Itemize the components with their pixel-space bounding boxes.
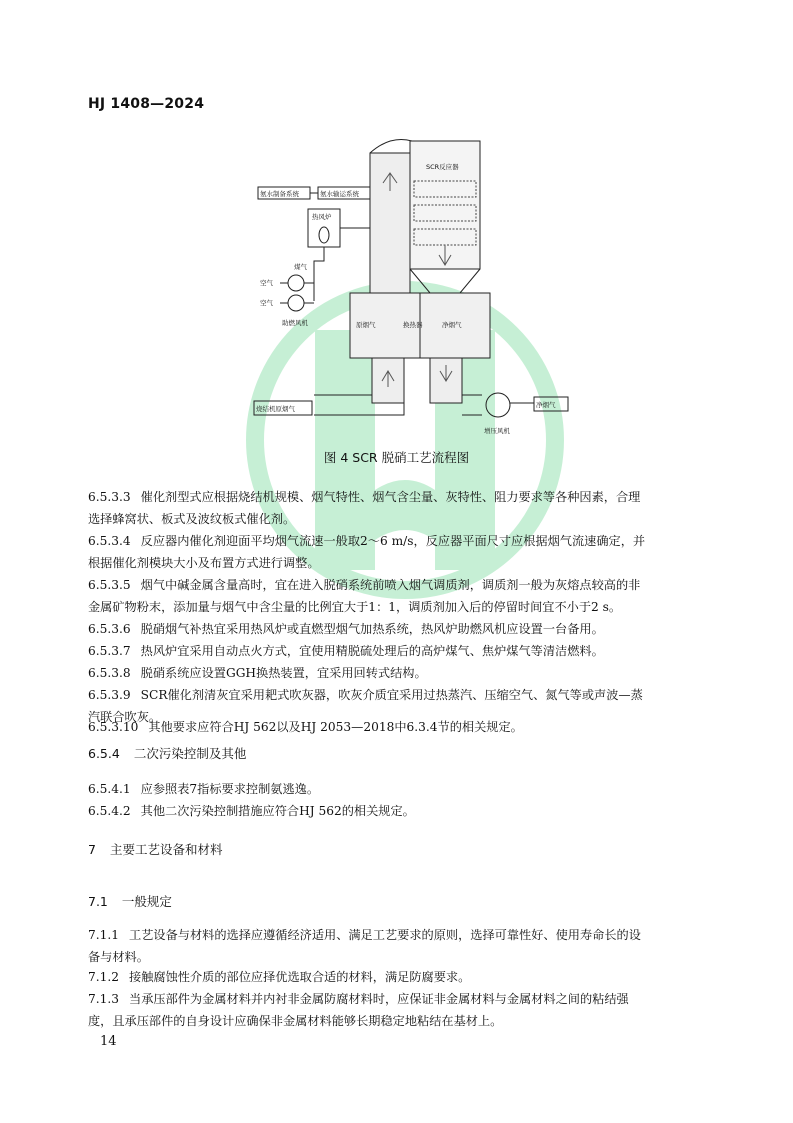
clause-text: 金属矿物粉末，添加量与烟气中含尘量的比例宜大于1：1，调质剂加入后的停留时间宜不小于2 s。 (88, 600, 622, 614)
label-clean-gas: 净烟气 (442, 321, 462, 329)
clause-text: 备与材料。 (88, 950, 149, 964)
label-air-2: 空气 (260, 299, 273, 307)
clause-text: 接触腐蚀性介质的部位应择优选取合适的材料，满足防腐要求。 (129, 970, 471, 984)
label-reactor: SCR反应器 (426, 163, 459, 171)
clause-6-5-3-5 (88, 574, 710, 618)
clause-7-1-1 (88, 924, 710, 968)
clause-text: 应参照表7指标要求控制氨逃逸。 (140, 782, 320, 796)
section-heading-7-1: 7.1 一般规定 (88, 894, 172, 909)
clause-number: 6.5.3.7 (88, 644, 131, 658)
clause-6-5-3-3 (88, 486, 710, 530)
standard-number: HJ 1408—2024 (88, 96, 205, 112)
clause-6-5-4-2 (88, 800, 710, 822)
clause-number: 6.5.3.3 (88, 490, 131, 504)
scr-process-flow-diagram (252, 133, 570, 443)
clause-6-5-3-6 (88, 618, 710, 640)
label-booster-fan: 增压风机 (484, 427, 510, 435)
clause-text: 选择蜂窝状、板式及波纹板式催化剂。 (88, 512, 296, 526)
clause-text: 根据催化剂模块大小及布置方式进行调整。 (88, 556, 320, 570)
clause-text: 其他要求应符合HJ 562以及HJ 2053—2018中6.3.4节的相关规定。 (148, 720, 523, 734)
label-ammonia-conv: 氨水输运系统 (320, 190, 359, 198)
clause-text: 热风炉宜采用自动点火方式，宜使用精脱硫处理后的高炉煤气、焦炉煤气等清洁燃料。 (140, 644, 604, 658)
label-heat-exchanger: 换热器 (403, 321, 423, 329)
clause-text: 其他二次污染控制措施应符合HJ 562的相关规定。 (140, 804, 415, 818)
clause-text: 汽联合吹灰。 (88, 710, 162, 724)
clause-7-1-3 (88, 988, 710, 1032)
clause-number: 7.1.2 (88, 970, 120, 984)
label-hot-furnace: 热风炉 (312, 213, 332, 221)
clause-6-5-4-1 (88, 778, 710, 800)
clause-7-1-2 (88, 966, 710, 988)
clause-number: 6.5.3.9 (88, 688, 131, 702)
label-inlet: 烧结机原烟气 (256, 405, 295, 413)
clause-number: 6.5.3.4 (88, 534, 131, 548)
clause-text: 当承压部件为金属材料并内衬非金属防腐材料时，应保证非金属材料与金属材料之间的粘结强 (129, 992, 629, 1006)
clause-number: 6.5.3.5 (88, 578, 131, 592)
clause-number: 6.5.3.8 (88, 666, 131, 680)
clause-number: 6.5.3.6 (88, 622, 131, 636)
clause-number: 6.5.4.2 (88, 804, 131, 818)
clause-text: 催化剂型式应根据烧结机规模、烟气特性、烟气含尘量、灰特性、阻力要求等各种因素，合理 (140, 490, 641, 504)
clause-6-5-3-7 (88, 640, 710, 662)
clause-text: 度，且承压部件的自身设计应确保非金属材料能够长期稳定地粘结在基材上。 (88, 1014, 503, 1028)
label-gas: 煤气 (294, 263, 307, 271)
clause-6-5-3-4 (88, 530, 710, 574)
clause-number: 7.1.3 (88, 992, 120, 1006)
label-outlet: 净烟气 (536, 401, 556, 409)
clause-text: 脱硝系统应设置GGH换热装置，宜采用回转式结构。 (140, 666, 427, 680)
label-ammonia-prep: 氨水制备系统 (260, 190, 299, 198)
section-heading-6-5-4: 6.5.4 二次污染控制及其他 (88, 746, 247, 761)
label-air-1: 空气 (260, 279, 273, 287)
clause-text: 工艺设备与材料的选择应遵循经济适用、满足工艺要求的原则，选择可靠性好、使用寿命长的设 (129, 928, 641, 942)
clause-text: 烟气中碱金属含量高时，宜在进入脱硝系统前喷入烟气调质剂，调质剂一般为灰熔点较高的非 (140, 578, 641, 592)
clause-6-5-3-8 (88, 662, 710, 684)
clause-text: 反应器内催化剂迎面平均烟气流速一般取2～6 m/s，反应器平面尺寸应根据烟气流速确定，并 (140, 534, 646, 548)
clause-number: 6.5.4.1 (88, 782, 131, 796)
label-burner-fan: 助燃风机 (282, 319, 308, 327)
section-heading-7: 7 主要工艺设备和材料 (88, 842, 223, 857)
clause-number: 7.1.1 (88, 928, 120, 942)
label-raw-gas: 原烟气 (356, 321, 376, 329)
clause-text: 脱硝烟气补热宜采用热风炉或直燃型烟气加热系统，热风炉助燃风机应设置一台备用。 (140, 622, 604, 636)
figure-caption: 图 4 SCR 脱硝工艺流程图 (323, 450, 470, 465)
clause-6-5-3-10 (88, 716, 710, 738)
clause-number: 6.5.3.10 (88, 720, 139, 734)
page-number: 14 (100, 1034, 117, 1049)
clause-text: SCR催化剂清灰宜采用耙式吹灰器，吹灰介质宜采用过热蒸汽、压缩空气、氮气等或声波—蒸 (140, 688, 643, 702)
